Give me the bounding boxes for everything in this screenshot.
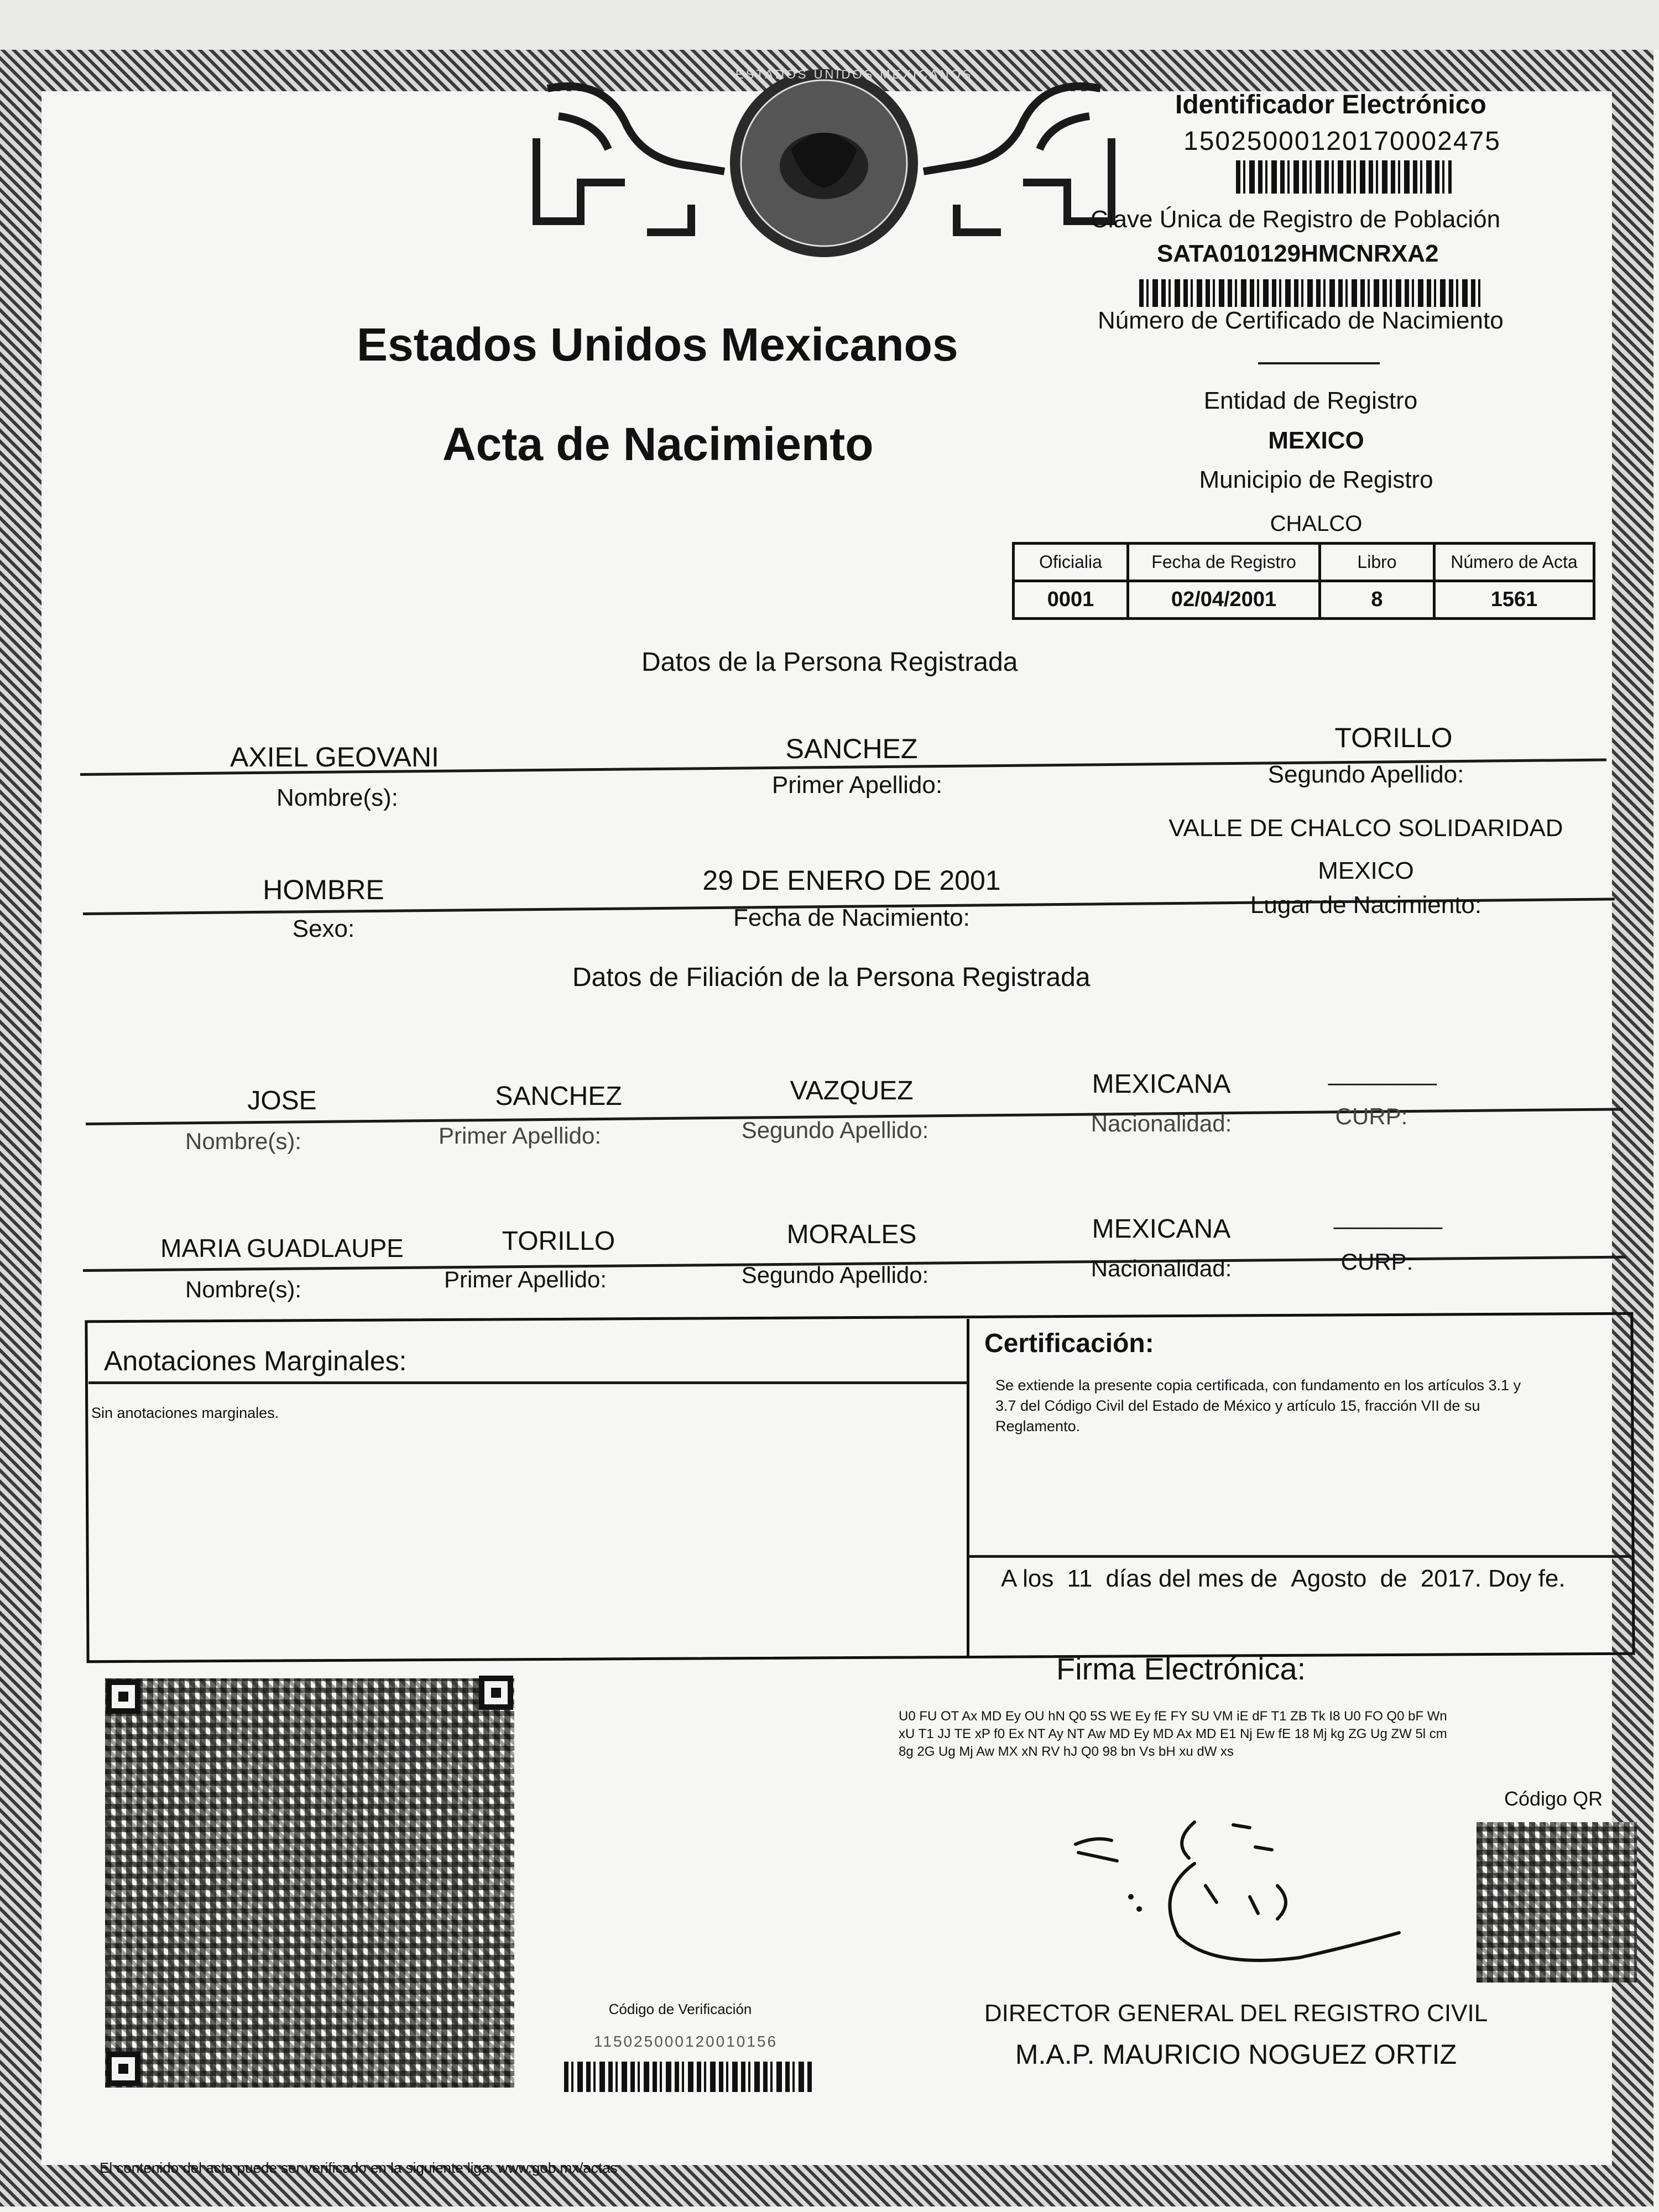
col-fecha-registro: Fecha de Registro — [1128, 544, 1320, 581]
annotations-title: Anotaciones Marginales: — [104, 1345, 407, 1376]
father-nationality-label: Nacionalidad: — [1091, 1110, 1232, 1136]
annotations-text: Sin anotaciones marginales. — [91, 1405, 279, 1421]
date-prefix: A los — [1001, 1565, 1054, 1592]
entity-label: Entidad de Registro — [1203, 387, 1418, 414]
registered-person-heading: Datos de la Persona Registrada — [641, 648, 1018, 677]
verification-code: 115025000120010156 — [593, 2033, 778, 2050]
fecha-registro-value: 02/04/2001 — [1128, 581, 1320, 619]
father-names-label: Nombre(s): — [185, 1128, 302, 1154]
date-year: 2017. — [1420, 1565, 1481, 1592]
date-day: 11 — [1067, 1565, 1093, 1592]
birth-certificate-line — [1258, 362, 1380, 364]
registered-names: AXIEL GEOVANI — [230, 742, 439, 773]
oficialia-value: 0001 — [1014, 581, 1128, 619]
sex-value: HOMBRE — [263, 874, 384, 905]
electronic-id-barcode — [1236, 160, 1452, 194]
annotations-title-underline — [88, 1381, 968, 1384]
curp-value: SATA010129HMCNRXA2 — [1157, 240, 1439, 267]
date-month: Agosto — [1291, 1565, 1367, 1592]
verification-qr-code — [105, 1678, 514, 2088]
qr-finder-bottom-left — [106, 2052, 140, 2086]
mother-second-surname-label: Segundo Apellido: — [741, 1262, 929, 1288]
registered-first-surname: SANCHEZ — [785, 733, 918, 764]
certification-text-3: Reglamento. — [995, 1418, 1081, 1434]
father-first-surname-label: Primer Apellido: — [438, 1123, 602, 1149]
signature-string-3: 8g 2G Ug Mj Aw MX xN RV hJ Q0 98 bn Vs bH xu dW xs — [899, 1744, 1234, 1759]
mother-first-surname: TORILLO — [502, 1227, 615, 1256]
qr-code-label: Código QR — [1504, 1787, 1603, 1810]
mother-curp: ________ — [1334, 1203, 1442, 1230]
date-suffix: Doy fe. — [1488, 1565, 1566, 1592]
registered-second-surname: TORILLO — [1334, 722, 1453, 753]
seal-text: ESTADOS UNIDOS MEXICANOS — [735, 67, 973, 81]
official-name: M.A.P. MAURICIO NOGUEZ ORTIZ — [1015, 2039, 1457, 2070]
certification-date — [1001, 1565, 1566, 1593]
registry-table — [1012, 542, 1595, 620]
signature-qr-code — [1477, 1822, 1637, 1983]
verification-barcode — [564, 2062, 813, 2092]
signature-string-1: U0 FU OT Ax MD Ey OU hN Q0 5S WE Ey fE FY SU VM iE dF T1 ZB Tk I8 U0 FO Q0 bF Wn — [899, 1709, 1447, 1724]
certification-text-1: Se extiende la presente copia certificada, con fundamento en los artículos 3.1 y — [995, 1377, 1521, 1394]
footer-verification-link: El contenido del acta puede ser verificado en la siguiente liga: www.gob.mx/actas — [100, 2159, 618, 2176]
date-de: de — [1380, 1565, 1407, 1592]
filiation-heading: Datos de Filiación de la Persona Registrada — [572, 963, 1091, 992]
father-names: JOSE — [247, 1086, 317, 1115]
electronic-signature-title: Firma Electrónica: — [1056, 1651, 1306, 1686]
date-mid: días del mes de — [1105, 1565, 1278, 1592]
father-second-surname: VAZQUEZ — [790, 1076, 914, 1105]
libro-value: 8 — [1320, 581, 1434, 619]
father-first-surname: SANCHEZ — [495, 1082, 622, 1111]
birth-date-label: Fecha de Nacimiento: — [733, 904, 970, 931]
birth-place-line2: MEXICO — [1318, 857, 1414, 884]
mother-first-surname-label: Primer Apellido: — [444, 1266, 607, 1292]
col-libro: Libro — [1320, 544, 1434, 581]
signature-string-2: xU T1 JJ TE xP f0 Ex NT Ay NT Aw MD Ey MD Ax MD E1 Nj Ew fE 18 Mj kg ZG Ug ZW 5l cm — [899, 1726, 1447, 1741]
mother-curp-label: CURP: — [1340, 1249, 1413, 1275]
mother-second-surname: MORALES — [786, 1220, 917, 1249]
mother-nationality: MEXICANA — [1092, 1214, 1231, 1244]
country-heading: Estados Unidos Mexicanos — [357, 319, 958, 371]
birth-date-value: 29 DE ENERO DE 2001 — [702, 865, 1001, 896]
handwritten-signature — [1067, 1808, 1410, 1974]
father-nationality: MEXICANA — [1092, 1070, 1231, 1099]
certification-text-2: 3.7 del Código Civil del Estado de México y artículo 15, fracción VII de su — [995, 1397, 1480, 1414]
father-curp-label: CURP: — [1335, 1103, 1408, 1129]
names-label: Nombre(s): — [276, 784, 399, 811]
qr-finder-top-right — [479, 1676, 513, 1710]
curp-barcode — [1139, 279, 1482, 307]
certification-title: Certificación: — [984, 1329, 1154, 1358]
father-curp: ________ — [1328, 1059, 1437, 1086]
entity-value: MEXICO — [1268, 427, 1364, 454]
electronic-id-label: Identificador Electrónico — [1175, 90, 1486, 119]
mother-nationality-label: Nacionalidad: — [1091, 1255, 1232, 1281]
mother-names-label: Nombre(s): — [185, 1276, 302, 1302]
annotations-divider — [967, 1319, 969, 1656]
birth-place-label: Lugar de Nacimiento: — [1250, 891, 1482, 919]
qr-finder-top-left — [106, 1679, 140, 1714]
municipality-value: CHALCO — [1270, 512, 1363, 536]
verification-label: Código de Verificación — [608, 2001, 752, 2017]
mother-names: MARIA GUADLAUPE — [160, 1234, 404, 1262]
col-oficialia: Oficialia — [1014, 544, 1128, 581]
birth-place-line1: VALLE DE CHALCO SOLIDARIDAD — [1168, 815, 1563, 842]
certification-date-divider — [969, 1555, 1631, 1558]
sex-label: Sexo: — [292, 915, 355, 942]
col-numero-acta: Número de Acta — [1434, 544, 1594, 581]
electronic-id-value: 15025000120170002475 — [1183, 127, 1501, 156]
document-title: Acta de Nacimiento — [442, 418, 874, 470]
second-surname-label: Segundo Apellido: — [1267, 761, 1464, 788]
birth-certificate-label: Número de Certificado de Nacimiento — [1098, 307, 1504, 334]
curp-label: Clave Única de Registro de Población — [1091, 206, 1501, 233]
municipality-label: Municipio de Registro — [1199, 466, 1433, 493]
official-title: DIRECTOR GENERAL DEL REGISTRO CIVIL — [984, 2000, 1488, 2027]
first-surname-label: Primer Apellido: — [771, 771, 943, 799]
national-seal-emblem — [514, 55, 1134, 288]
father-second-surname-label: Segundo Apellido: — [741, 1117, 929, 1143]
numero-acta-value: 1561 — [1434, 581, 1594, 619]
